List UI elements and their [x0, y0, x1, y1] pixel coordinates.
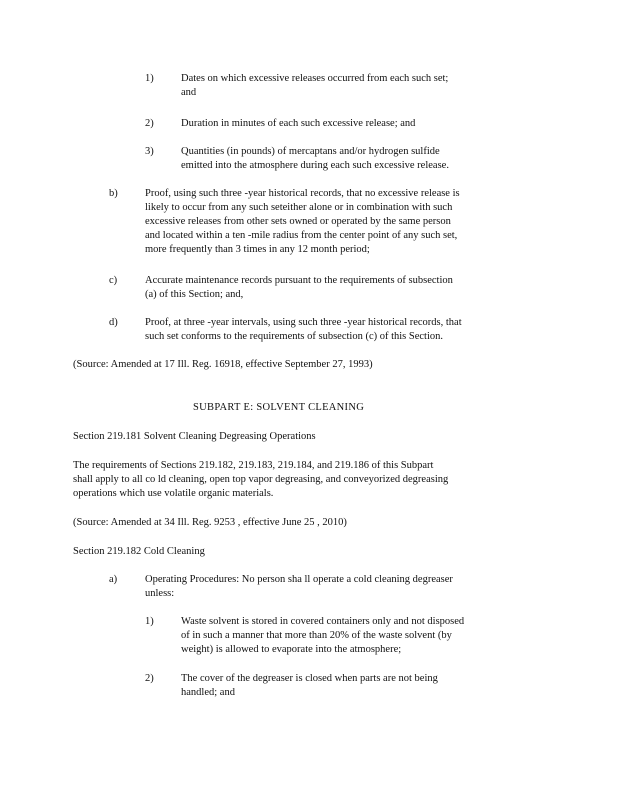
subsection-marker: d) [109, 317, 118, 328]
list-marker: 2) [145, 118, 154, 129]
list-marker: 1) [145, 73, 154, 84]
section-heading-219-181: Section 219.181 Solvent Cleaning Degreasing Operations [73, 431, 316, 442]
subpart-heading: SUBPART E: SOLVENT CLEANING [193, 402, 365, 413]
list-marker: 1) [145, 616, 154, 627]
subsection-text: Proof, at three -year intervals, using such three -year historical records, that such set conforms to the requirements of subsection (c) of this Section. [145, 317, 462, 342]
list-text: The cover of the degreaser is closed when parts are not being handled; and [181, 673, 438, 698]
list-text: Waste solvent is stored in covered containers only and not disposed of in such a manner that more than 20% of the waste solvent (by weight) is allowed to evaporate into the atmosphere; [181, 616, 465, 655]
source-note: (Source: Amended at 17 Ill. Reg. 16918, effective September 27, 1993) [73, 359, 373, 370]
subsection-marker: c) [109, 275, 118, 286]
list-marker: 3) [145, 146, 154, 157]
list-text: Quantities (in pounds) of mercaptans and/or hydrogen sulfide emitted into the atmosphere during each such excessive release. [181, 146, 449, 171]
section-heading-219-182: Section 219.182 Cold Cleaning [73, 546, 205, 557]
source-note: (Source: Amended at 34 Ill. Reg. 9253 , effective June 25 , 2010) [73, 517, 347, 528]
subsection-marker: a) [109, 574, 118, 585]
list-text: Duration in minutes of each such excessive release; and [181, 118, 416, 129]
subsection-text: Accurate maintenance records pursuant to the requirements of subsection (a) of this Section; and, [145, 275, 453, 300]
subsection-text: Operating Procedures: No person sha ll operate a cold cleaning degreaser unless: [145, 574, 453, 599]
section-body-219-181: The requirements of Sections 219.182, 219.183, 219.184, and 219.186 of this Subpart shall apply to all co ld cleaning, open top vapor degreasing, and conveyorized degreasing operations which use volatile organic materials. [73, 460, 449, 499]
list-text: Dates on which excessive releases occurred from each such set; and [181, 73, 449, 98]
subsection-text: Proof, using such three -year historical records, that no excessive release is likely to occur from any such seteither alone or in combination with such excessive releases from other sets owned or operated by the same person and located within a ten -mile radius from the center point of any such set, more frequently than 3 times in any 12 month period; [145, 188, 460, 255]
subsection-marker: b) [109, 188, 118, 199]
list-marker: 2) [145, 673, 154, 684]
